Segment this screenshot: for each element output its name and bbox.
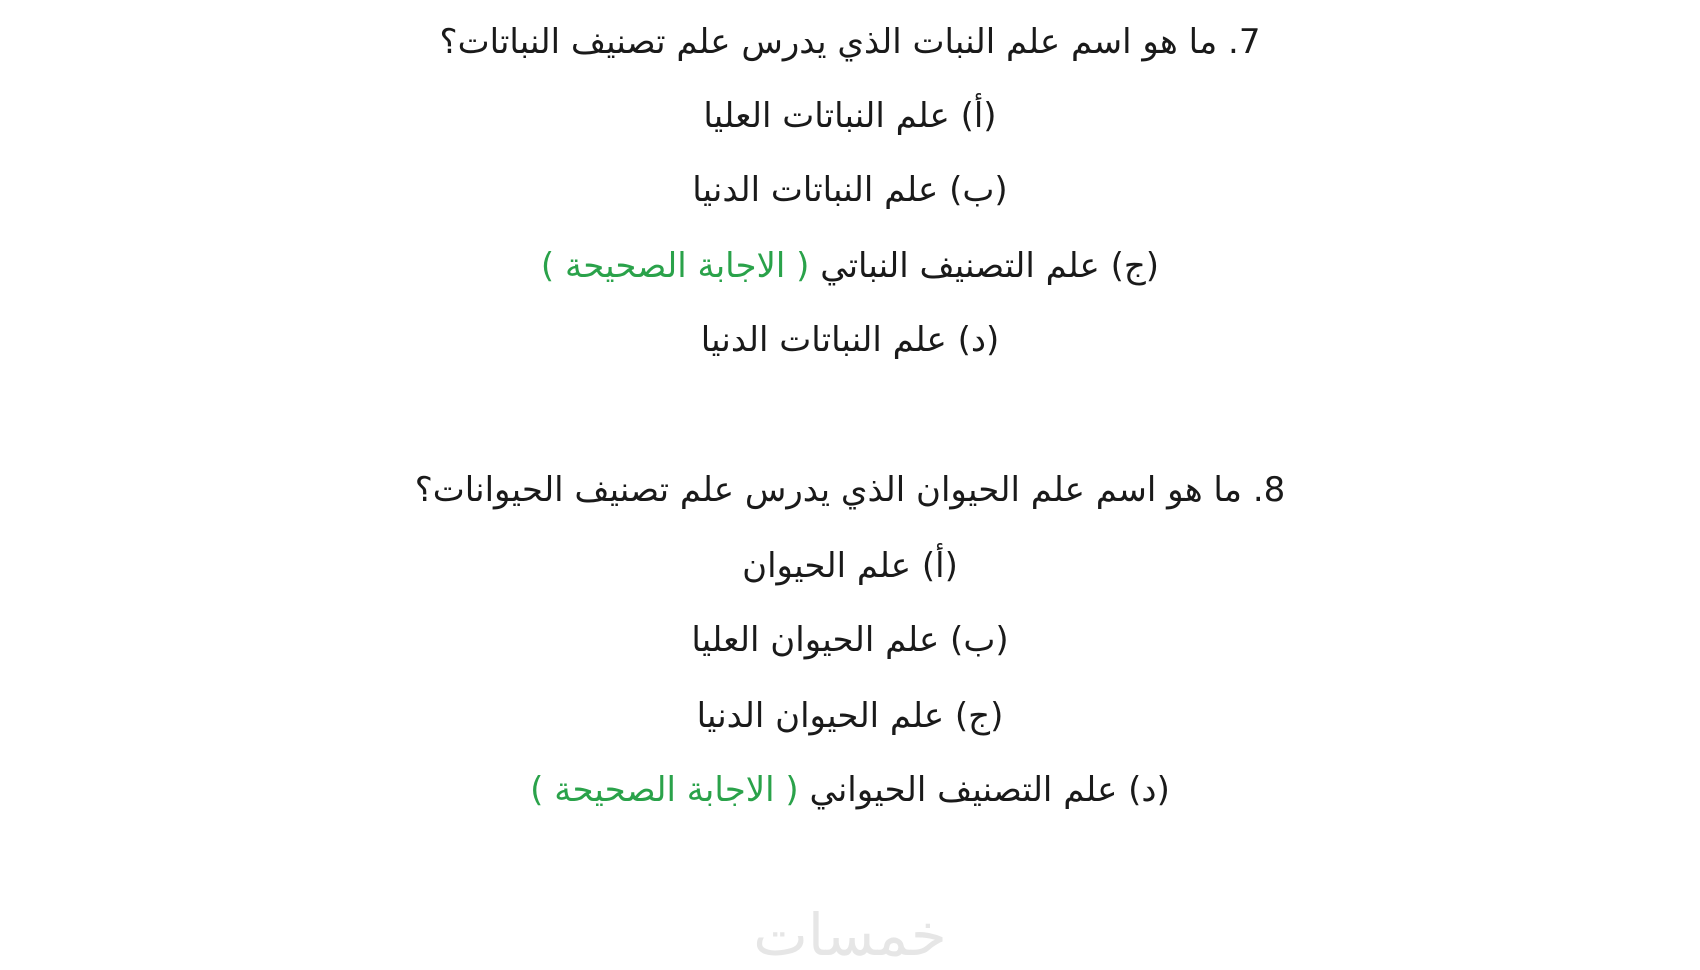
question-8-title bbox=[0, 468, 1700, 512]
option-text: (أ) علم الحيوان bbox=[742, 546, 958, 586]
option-text: (د) علم النباتات الدنيا bbox=[700, 320, 1000, 360]
option-text: (ب) علم الحيوان العليا bbox=[691, 620, 1009, 660]
question-7-option-b bbox=[0, 168, 1700, 212]
option-text: (أ) علم النباتات العليا bbox=[703, 96, 997, 136]
question-text: 7. ما هو اسم علم النبات الذي يدرس علم تصنيف النباتات؟ bbox=[439, 22, 1261, 62]
question-7-title bbox=[0, 20, 1700, 64]
option-text: (ج) علم التصنيف النباتي bbox=[820, 246, 1160, 286]
watermark-logo: خمسات bbox=[753, 901, 947, 969]
question-7-option-d bbox=[0, 318, 1700, 362]
correct-answer-note: ( الاجابة الصحيحة ) bbox=[530, 770, 799, 810]
correct-answer-note: ( الاجابة الصحيحة ) bbox=[540, 246, 810, 286]
question-text: 8. ما هو اسم علم الحيوان الذي يدرس علم تصنيف الحيوانات؟ bbox=[414, 470, 1286, 510]
question-8-option-c bbox=[0, 694, 1700, 738]
question-8-option-d bbox=[0, 768, 1700, 812]
question-8-option-a bbox=[0, 544, 1700, 588]
question-8-option-b bbox=[0, 618, 1700, 662]
option-text: (ج) علم الحيوان الدنيا bbox=[696, 696, 1004, 736]
question-7-option-c bbox=[0, 244, 1700, 288]
question-7-option-a bbox=[0, 94, 1700, 138]
option-text: (ب) علم النباتات الدنيا bbox=[692, 170, 1008, 210]
option-text: (د) علم التصنيف الحيواني bbox=[809, 770, 1170, 810]
